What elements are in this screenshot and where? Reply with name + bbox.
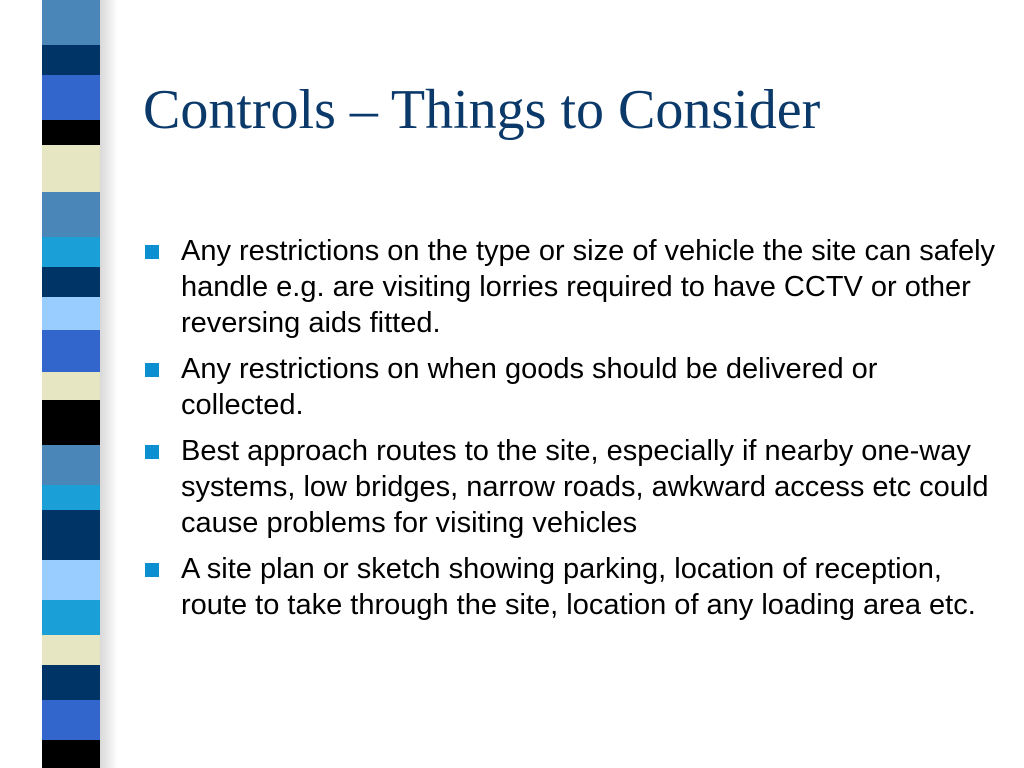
bullet-item xyxy=(145,351,1005,423)
bullet-text: A site plan or sketch showing parking, location of reception, route to take through the site, location of any loading area etc. xyxy=(181,553,976,621)
square-bullet-icon xyxy=(145,445,159,459)
square-bullet-icon xyxy=(145,245,159,259)
bullet-item xyxy=(145,433,1005,541)
square-bullet-icon xyxy=(145,563,159,577)
bullet-item xyxy=(145,233,1005,341)
slide-title: Controls – Things to Consider xyxy=(143,79,821,141)
stripe-shadow xyxy=(100,0,118,768)
bullet-text: Any restrictions on when goods should be delivered or collected. xyxy=(181,353,878,421)
stripe-edge xyxy=(0,0,42,768)
bullet-text: Best approach routes to the site, especially if nearby one-way systems, low bridges, narrow roads, awkward access etc could cause problems for visiting vehicles xyxy=(181,435,989,539)
bullet-item xyxy=(145,551,1005,623)
bullet-text: Any restrictions on the type or size of vehicle the site can safely handle e.g. are visiting lorries required to have CCTV or other reversing aids fitted. xyxy=(181,235,996,339)
square-bullet-icon xyxy=(145,363,159,377)
bullet-list xyxy=(145,233,1005,633)
